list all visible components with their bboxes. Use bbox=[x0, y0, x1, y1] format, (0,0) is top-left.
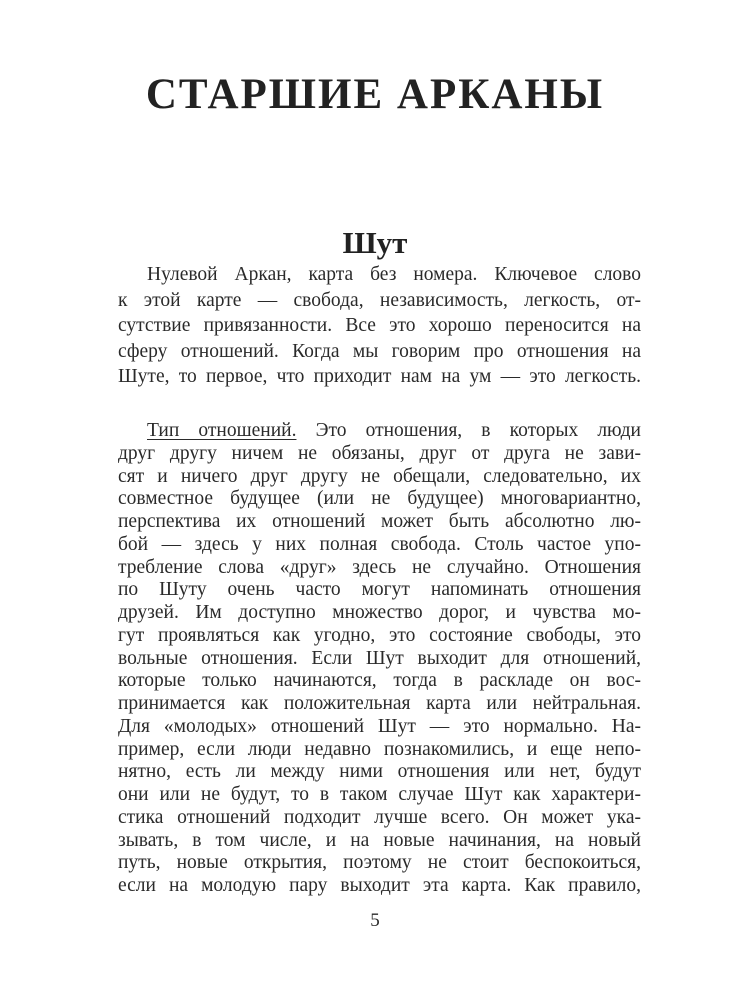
text-line: они или не будут, то в таком случае Шут как характери- bbox=[118, 784, 641, 805]
text-line: к этой карте — свобода, независимость, легкость, от- bbox=[118, 289, 641, 311]
text-line: зывать, в том числе, и на новые начинания, на новый bbox=[118, 829, 641, 851]
text-line: сутствие привязанности. Все это хорошо переносится на bbox=[118, 315, 641, 336]
text-line: если на молодую пару выходит эта карта. Как правило, bbox=[118, 875, 641, 896]
text-line: требление слова «друг» здесь не случайно. Отношения bbox=[118, 556, 641, 578]
paragraph-intro bbox=[118, 262, 641, 390]
text-line: Нулевой Аркан, карта без номера. Ключевое слово bbox=[147, 264, 641, 285]
text-line: которые только начинаются, тогда в раскладе он вос- bbox=[118, 670, 641, 692]
text-line: бой — здесь у них полная свобода. Столь частое упо- bbox=[118, 533, 641, 555]
section-title: Шут bbox=[342, 225, 408, 260]
page-number: 5 bbox=[370, 910, 380, 931]
paragraph-lead-heading: Тип отношений. bbox=[147, 420, 297, 441]
text-line: друг другу ничем не обязаны, друг от друга не зави- bbox=[118, 442, 641, 464]
text-line-rest: Это отношения, в которых люди bbox=[315, 420, 641, 441]
text-line: по Шуту очень часто могут напоминать отношения bbox=[118, 579, 641, 601]
text-line: Для «молодых» отношений Шут — это нормально. На- bbox=[118, 715, 641, 737]
text-line: стика отношений подходит лучше всего. Он может ука- bbox=[118, 806, 641, 828]
text-line: нятно, есть ли между ними отношения или нет, будут bbox=[118, 761, 641, 783]
text-line: путь, новые открытия, поэтому не стоит беспокоиться, bbox=[118, 852, 641, 874]
text-line: гут проявляться как угодно, это состояние свободы, это bbox=[118, 624, 641, 646]
text-line: принимается как положительная карта или нейтральная. bbox=[118, 693, 641, 714]
text-line: сферу отношений. Когда мы говорим про отношения на bbox=[118, 340, 641, 362]
text-line: друзей. Им доступно множество дорог, и чувства мо- bbox=[118, 602, 641, 623]
paragraph-relationship-type bbox=[118, 420, 641, 898]
text-line: перспектива их отношений может быть абсолютно лю- bbox=[118, 511, 641, 532]
text-line: совместное будущее (или не будущее) многовариантно, bbox=[118, 488, 641, 510]
text-line: Шуте, то первое, что приходит нам на ум — это легкость. bbox=[118, 366, 641, 387]
text-line: вольные отношения. Если Шут выходит для отношений, bbox=[118, 647, 641, 669]
text-line: пример, если люди недавно познакомились, и еще непо- bbox=[118, 738, 641, 760]
chapter-title: СТАРШИЕ АРКАНЫ bbox=[145, 71, 605, 118]
text-line: сят и ничего друг другу не обещали, следовательно, их bbox=[118, 465, 641, 487]
text-line bbox=[118, 420, 641, 443]
